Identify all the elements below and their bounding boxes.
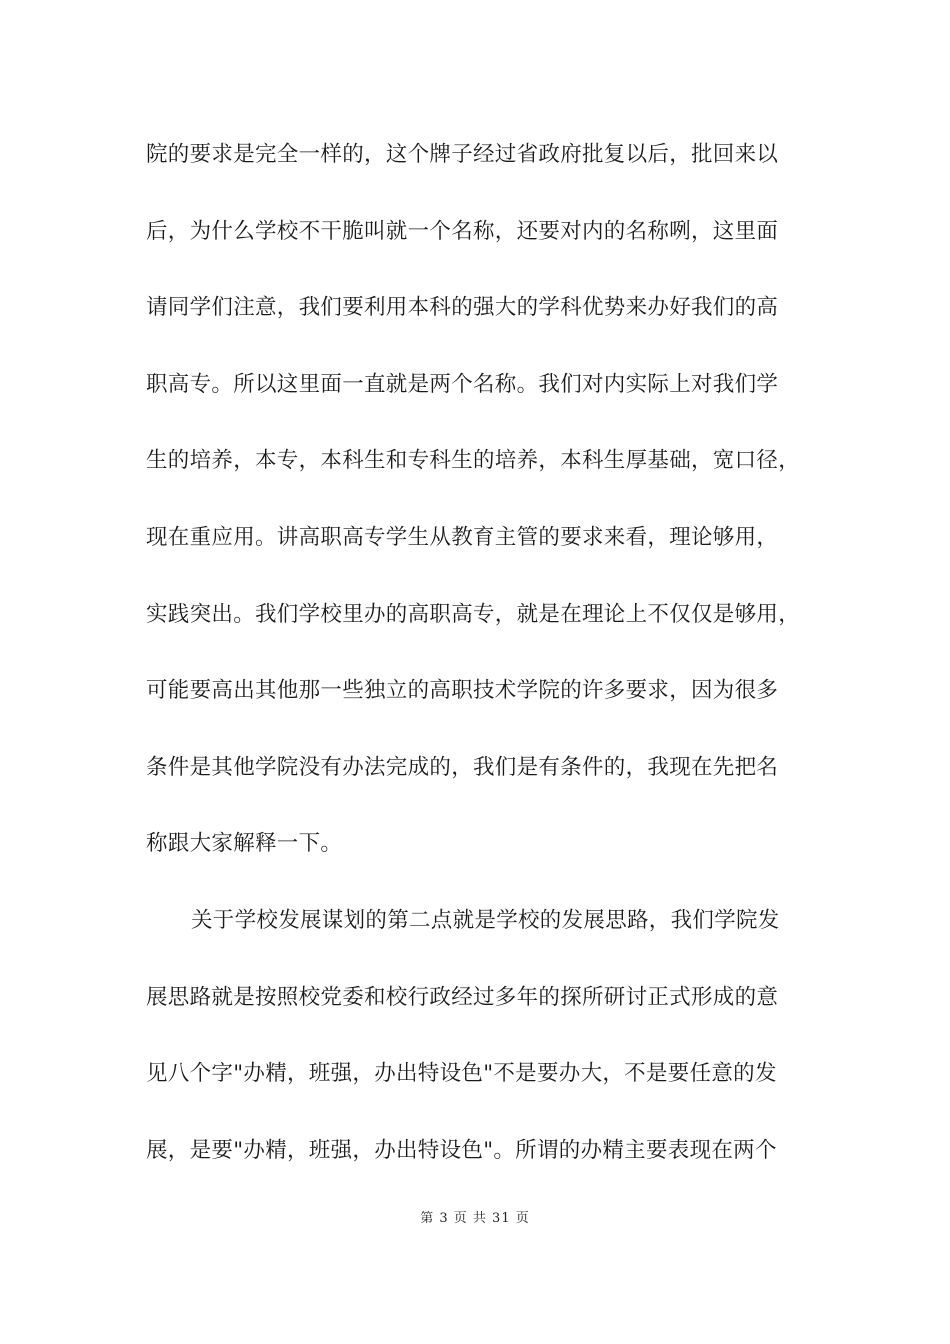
text-line: 生的培养，本专，本科生和专科生的培养，本科生厚基础，宽口径，	[146, 448, 801, 474]
text-line: 请同学们注意，我们要利用本科的强大的学科优势来办好我们的高	[146, 295, 779, 321]
paragraph-first-line: 关于学校发展谋划的第二点就是学校的发展思路，我们学院发	[191, 907, 780, 933]
text-line: 称跟大家解释一下。	[146, 831, 343, 857]
document-body	[146, 132, 826, 1204]
text-line: 实践突出。我们学校里办的高职高专，就是在理论上不仅仅是够用，	[146, 601, 801, 627]
text-line: 展思路就是按照校党委和校行政经过多年的探所研讨正式形成的意	[146, 984, 779, 1010]
text-line: 条件是其他学院没有办法完成的，我们是有条件的，我现在先把名	[146, 754, 779, 780]
text-line: 展，是要"办精，班强，办出特设色"。所谓的办精主要表现在两个	[146, 1137, 777, 1163]
page-number: 第 3 页 共 31 页	[420, 1211, 530, 1226]
text-line: 见八个字"办精，班强，办出特设色"不是要办大，不是要任意的发	[146, 1061, 777, 1087]
text-line: 后，为什么学校不干脆叫就一个名称，还要对内的名称咧，这里面	[146, 218, 779, 244]
text-line: 现在重应用。讲高职高专学生从教育主管的要求来看，理论够用，	[146, 524, 779, 550]
text-line: 职高专。所以这里面一直就是两个名称。我们对内实际上对我们学	[146, 371, 779, 397]
text-line: 院的要求是完全一样的，这个牌子经过省政府批复以后，批回来以	[146, 142, 779, 167]
page-footer	[0, 1211, 950, 1227]
text-line: 可能要高出其他那一些独立的高职技术学院的许多要求，因为很多	[146, 678, 779, 704]
